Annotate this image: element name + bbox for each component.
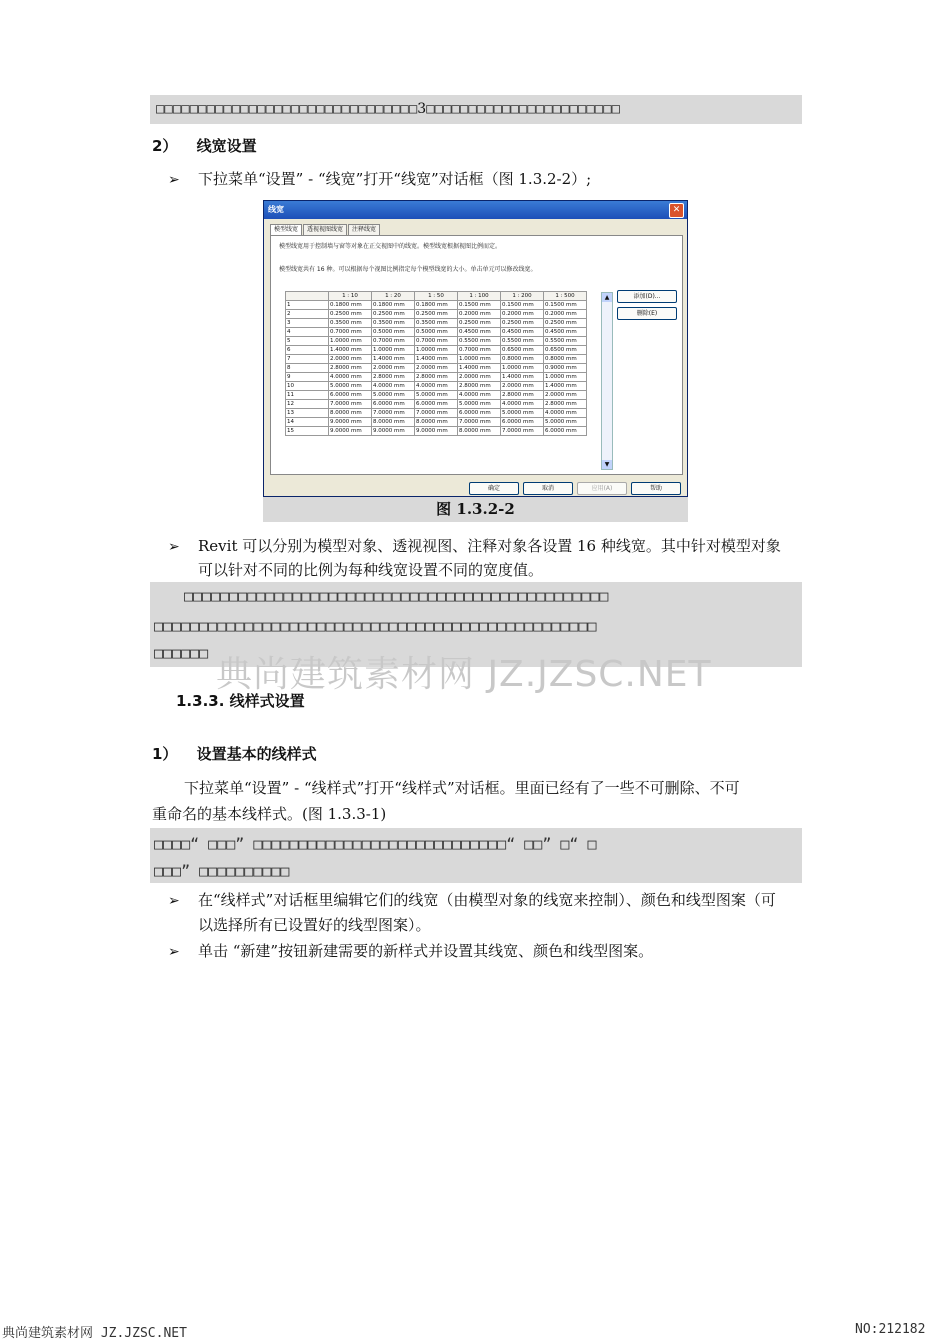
tip2-line-2: □□□” □□□□□□□□□□ [154,862,290,880]
bullet-2-line-2: 可以针对不同的比例为每种线宽设置不同的宽度值。 [198,561,544,579]
row-number: 1 [286,301,329,310]
lineweight-cell[interactable]: 1.0000 mm [415,346,458,355]
lineweight-cell[interactable]: 0.3500 mm [415,319,458,328]
tip-line-2: □□□□□□□□□□□□□□□□□□□□□□□□□□□□□□□□□□□□□□□□□□□□□□□□□ [154,617,597,635]
column-header: 1 : 500 [544,292,587,301]
table-row [286,328,587,337]
lineweight-cell[interactable]: 1.0000 mm [372,346,415,355]
table-row [286,418,587,427]
row-number: 13 [286,409,329,418]
lineweight-cell[interactable]: 0.5000 mm [372,328,415,337]
lineweight-cell[interactable]: 0.6500 mm [544,346,587,355]
lineweight-cell[interactable]: 6.0000 mm [372,400,415,409]
lineweight-cell[interactable]: 8.0000 mm [329,409,372,418]
table-row [286,427,587,436]
lineweight-cell[interactable]: 6.0000 mm [329,391,372,400]
lineweight-cell[interactable]: 7.0000 mm [329,400,372,409]
column-header: 1 : 200 [501,292,544,301]
row-number: 7 [286,355,329,364]
bullet-arrow-icon: ➢ [168,893,180,909]
table-scrollbar[interactable] [601,292,613,470]
section-2-num: 2） [152,137,178,155]
section-2-heading [152,135,257,156]
lineweight-cell[interactable]: 5.0000 mm [329,382,372,391]
lineweight-cell[interactable]: 0.5500 mm [544,337,587,346]
footer-right: NO:212182 [855,1322,926,1337]
footer-left: 典尚建筑素材网 JZ.JZSC.NET [2,1326,187,1341]
lineweight-cell[interactable]: 2.0000 mm [415,364,458,373]
column-header: 1 : 50 [415,292,458,301]
table-row [286,364,587,373]
cancel-button[interactable]: 取消 [523,482,573,495]
column-header [286,292,329,301]
lineweight-cell[interactable]: 0.4500 mm [458,328,501,337]
scroll-down-icon[interactable]: ▼ [602,460,612,469]
lineweight-cell[interactable]: 8.0000 mm [458,427,501,436]
lineweight-cell[interactable]: 0.2500 mm [372,310,415,319]
table-row [286,301,587,310]
lineweight-cell[interactable]: 6.0000 mm [415,400,458,409]
lineweight-cell[interactable]: 8.0000 mm [372,418,415,427]
lineweight-cell[interactable]: 0.1500 mm [544,301,587,310]
lineweight-cell[interactable]: 0.2500 mm [458,319,501,328]
row-number: 12 [286,400,329,409]
lineweight-cell[interactable]: 0.4500 mm [544,328,587,337]
para-1-line-1: 下拉菜单“设置” - “线样式”打开“线样式”对话框。里面已经有了一些不可删除、不可 [184,779,740,797]
tip-line-1: □□□□□□□□□□□□□□□□□□□□□□□□□□□□□□□□□□□□□□□□□□□□□□□ [184,587,609,605]
lineweight-cell[interactable]: 0.1500 mm [501,301,544,310]
lineweight-cell[interactable]: 2.0000 mm [372,364,415,373]
lineweight-cell[interactable]: 0.7000 mm [458,346,501,355]
lineweight-dialog [263,200,688,497]
top-note [156,99,620,119]
lineweight-cell[interactable]: 0.5500 mm [501,337,544,346]
lineweight-cell[interactable]: 0.7000 mm [415,337,458,346]
lineweight-cell[interactable]: 5.0000 mm [372,391,415,400]
lineweight-cell[interactable]: 2.8000 mm [458,382,501,391]
lineweight-cell[interactable]: 2.0000 mm [544,391,587,400]
tip2-line-1: □□□□“ □□□” □□□□□□□□□□□□□□□□□□□□□□□□□□□□“ □□” □“ □ [154,835,597,853]
dialog-desc-1: 模型线宽用于控制墙与窗等对象在正交视图中的线宽。模型线宽根据视图比例而定。 [279,243,502,250]
lineweight-cell[interactable]: 0.2500 mm [501,319,544,328]
para-1-line-2: 重命名的基本线样式。(图 1.3.3-1) [152,805,387,823]
lineweight-cell[interactable]: 2.8000 mm [544,400,587,409]
top-note-before: □□□□□□□□□□□□□□□□□□□□□□□□□□□□□□□ [156,101,418,117]
lineweight-cell[interactable]: 0.2500 mm [415,310,458,319]
column-header: 1 : 10 [329,292,372,301]
lineweight-cell[interactable]: 0.4500 mm [501,328,544,337]
lineweight-cell[interactable]: 2.8000 mm [372,373,415,382]
lineweight-cell[interactable]: 0.1800 mm [415,301,458,310]
lineweight-cell[interactable]: 7.0000 mm [415,409,458,418]
lineweight-cell[interactable]: 0.2500 mm [544,319,587,328]
bullet-arrow-icon: ➢ [168,539,180,555]
lineweight-cell[interactable]: 5.0000 mm [544,418,587,427]
lineweight-cell[interactable]: 1.0000 mm [501,364,544,373]
bullet-3-line-1: 在“线样式”对话框里编辑它们的线宽（由模型对象的线宽来控制）、颜色和线型图案（可 [198,891,776,909]
lineweight-cell[interactable]: 2.8000 mm [415,373,458,382]
tab-model-lineweights[interactable]: 模型线宽 [270,224,302,235]
table-row [286,355,587,364]
lineweight-cell[interactable]: 1.4000 mm [544,382,587,391]
bullet-3-line-2: 以选择所有已设置好的线型图案）。 [198,916,431,934]
scroll-up-icon[interactable]: ▲ [602,293,612,302]
row-number: 2 [286,310,329,319]
lineweight-cell[interactable]: 0.1800 mm [372,301,415,310]
section-1-heading [152,743,317,764]
lineweight-cell[interactable]: 9.0000 mm [415,427,458,436]
lineweight-cell[interactable]: 6.0000 mm [458,409,501,418]
table-row [286,382,587,391]
table-row [286,337,587,346]
section-1-num: 1） [152,745,178,763]
dialog-titlebar [264,201,687,219]
column-header: 1 : 100 [458,292,501,301]
lineweight-cell[interactable]: 0.9000 mm [544,364,587,373]
row-number: 10 [286,382,329,391]
tab-annotation-lineweights[interactable]: 注释线宽 [348,224,380,235]
lineweight-cell[interactable]: 6.0000 mm [501,418,544,427]
column-header: 1 : 20 [372,292,415,301]
table-row [286,346,587,355]
lineweight-cell[interactable]: 7.0000 mm [372,409,415,418]
lineweight-cell[interactable]: 4.0000 mm [329,373,372,382]
row-number: 5 [286,337,329,346]
section-1-title: 设置基本的线样式 [196,745,317,763]
table-row [286,319,587,328]
top-note-num: 3 [417,101,427,117]
close-icon[interactable]: ✕ [669,203,684,218]
dialog-tabs [270,224,381,235]
lineweight-cell[interactable]: 1.0000 mm [329,337,372,346]
lineweight-cell[interactable]: 0.2000 mm [544,310,587,319]
lineweight-cell[interactable]: 0.6500 mm [501,346,544,355]
lineweight-cell[interactable]: 7.0000 mm [501,427,544,436]
lineweight-cell[interactable]: 2.8000 mm [329,364,372,373]
table-row [286,373,587,382]
row-number: 9 [286,373,329,382]
lineweight-cell[interactable]: 1.4000 mm [501,373,544,382]
row-number: 4 [286,328,329,337]
table-row [286,409,587,418]
delete-button[interactable]: 删除(E) [617,307,677,320]
lineweight-cell[interactable]: 0.7000 mm [372,337,415,346]
lineweight-cell[interactable]: 1.4000 mm [458,364,501,373]
lineweight-cell[interactable]: 2.0000 mm [329,355,372,364]
lineweight-cell[interactable]: 6.0000 mm [544,427,587,436]
lineweight-cell[interactable]: 8.0000 mm [415,418,458,427]
bullet-2-line-1: Revit 可以分别为模型对象、透视视图、注释对象各设置 16 种线宽。其中针对模型对象 [198,537,781,555]
table-row [286,400,587,409]
bullet-arrow-icon: ➢ [168,944,180,960]
row-number: 14 [286,418,329,427]
lineweight-cell[interactable]: 0.8000 mm [544,355,587,364]
row-number: 11 [286,391,329,400]
lineweight-cell[interactable]: 5.0000 mm [415,391,458,400]
section-2-title: 线宽设置 [196,137,257,155]
lineweight-cell[interactable]: 5.0000 mm [501,409,544,418]
lineweight-cell[interactable]: 4.0000 mm [372,382,415,391]
dialog-panel [270,235,683,475]
figure-caption: 图 1.3.2-2 [263,497,688,522]
row-number: 8 [286,364,329,373]
row-number: 6 [286,346,329,355]
add-button[interactable]: 添加(D)... [617,290,677,303]
lineweight-cell[interactable]: 0.2000 mm [458,310,501,319]
lineweight-cell[interactable]: 0.1500 mm [458,301,501,310]
table-row [286,391,587,400]
lineweight-cell[interactable]: 4.0000 mm [501,400,544,409]
lineweight-cell[interactable]: 0.2500 mm [329,310,372,319]
lineweight-cell[interactable]: 7.0000 mm [458,418,501,427]
table-row [286,310,587,319]
tab-perspective-lineweights[interactable]: 透视视图线宽 [303,224,347,235]
bullet-4: 单击 “新建”按钮新建需要的新样式并设置其线宽、颜色和线型图案。 [198,942,654,960]
lineweight-cell[interactable]: 9.0000 mm [329,418,372,427]
watermark: 典尚建筑素材网 JZ.JZSC.NET [216,654,712,695]
lineweight-cell[interactable]: 2.8000 mm [501,391,544,400]
lineweight-cell[interactable]: 2.0000 mm [501,382,544,391]
help-button[interactable]: 帮助 [631,482,681,495]
section-1-3-3-heading: 1.3.3. 线样式设置 [176,692,305,710]
table-header-row [286,292,587,301]
lineweight-cell[interactable]: 1.4000 mm [372,355,415,364]
apply-button[interactable]: 应用(A) [577,482,627,495]
row-number: 3 [286,319,329,328]
lineweight-cell[interactable]: 0.7000 mm [329,328,372,337]
lineweight-cell[interactable]: 2.0000 mm [458,373,501,382]
lineweight-cell[interactable]: 0.2000 mm [501,310,544,319]
lineweight-cell[interactable]: 0.3500 mm [372,319,415,328]
lineweight-cell[interactable]: 0.5500 mm [458,337,501,346]
ok-button[interactable]: 确定 [469,482,519,495]
tip-line-3: □□□□□□ [154,644,209,662]
lineweight-cell[interactable]: 0.3500 mm [329,319,372,328]
lineweight-cell[interactable]: 1.0000 mm [458,355,501,364]
bullet-1: 下拉菜单“设置” - “线宽”打开“线宽”对话框（图 1.3.2-2）; [198,170,592,188]
top-note-after: □□□□□□□□□□□□□□□□□□□□□□□ [426,101,621,117]
row-number: 15 [286,427,329,436]
lineweight-cell[interactable]: 4.0000 mm [458,391,501,400]
bullet-arrow-icon: ➢ [168,172,180,188]
lineweight-cell[interactable]: 5.0000 mm [458,400,501,409]
lineweight-cell[interactable]: 0.1800 mm [329,301,372,310]
dialog-desc-2: 模型线宽共有 16 种。可以根据每个视图比例指定每个模型线宽的大小。单击单元可以修改线宽。 [279,266,537,273]
lineweight-cell[interactable]: 1.4000 mm [329,346,372,355]
lineweight-cell[interactable]: 1.0000 mm [544,373,587,382]
lineweight-cell[interactable]: 4.0000 mm [415,382,458,391]
lineweight-cell[interactable]: 0.8000 mm [501,355,544,364]
lineweight-cell[interactable]: 1.4000 mm [415,355,458,364]
lineweight-table [285,291,587,436]
lineweight-cell[interactable]: 0.5000 mm [415,328,458,337]
lineweight-cell[interactable]: 4.0000 mm [544,409,587,418]
lineweight-cell[interactable]: 9.0000 mm [329,427,372,436]
dialog-title: 线宽 [268,205,284,214]
lineweight-cell[interactable]: 9.0000 mm [372,427,415,436]
